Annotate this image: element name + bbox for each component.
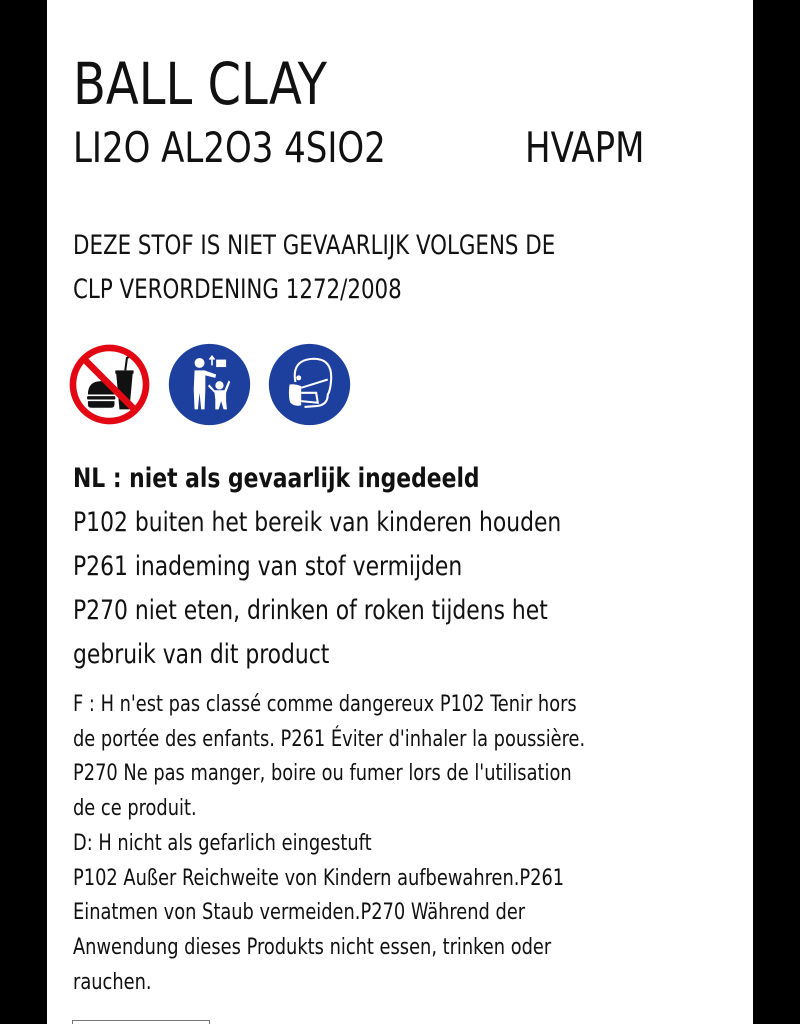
- nl-line: gebruik van dit product: [73, 639, 330, 670]
- de-line: D: H nicht als gefarlich eingestuft: [73, 830, 372, 856]
- no-eating-drinking-icon: [68, 343, 151, 426]
- fr-line: P270 Ne pas manger, boire ou fumer lors de l'utilisation: [73, 761, 572, 787]
- chemical-formula: LI2O AL2O3 4SIO2: [73, 123, 386, 172]
- nl-line: P270 niet eten, drinken of roken tijdens het: [73, 595, 548, 626]
- product-label: [47, 0, 753, 1024]
- nl-hazard-section: [73, 457, 561, 677]
- nl-heading: NL : niet als gevaarlijk ingedeeld: [73, 463, 480, 494]
- de-line: Einatmen von Staub vermeiden.P270 Während der: [73, 900, 526, 926]
- de-line: rauchen.: [73, 969, 152, 995]
- keep-away-from-children-icon: [168, 343, 251, 426]
- safety-pictograms: [68, 343, 351, 427]
- dust-mask-icon: [268, 343, 351, 426]
- footer-box: [72, 1020, 210, 1024]
- fr-line: F : H n'est pas classé comme dangereux P102 Tenir hors: [73, 692, 577, 717]
- fr-line: de ce produit.: [73, 796, 197, 822]
- notice-line: CLP VERORDENING 1272/2008: [73, 274, 402, 305]
- notice-line: DEZE STOF IS NIET GEVAARLIJK VOLGENS DE: [73, 230, 556, 261]
- de-line: Anwendung dieses Produkts nicht essen, trinken oder: [73, 934, 552, 960]
- fr-de-hazard-section: [73, 688, 585, 1000]
- nl-line: P261 inademing van stof vermijden: [73, 551, 463, 582]
- grade-code: HVAPM: [525, 123, 645, 172]
- fr-line: de portée des enfants. P261 Éviter d'inhaler la poussière.: [73, 726, 586, 752]
- de-line: P102 Außer Reichweite von Kindern aufbewahren.P261: [73, 865, 565, 891]
- nl-line: P102 buiten het bereik van kinderen houden: [73, 507, 562, 538]
- classification-notice: [73, 224, 689, 312]
- product-name: BALL CLAY: [73, 50, 327, 118]
